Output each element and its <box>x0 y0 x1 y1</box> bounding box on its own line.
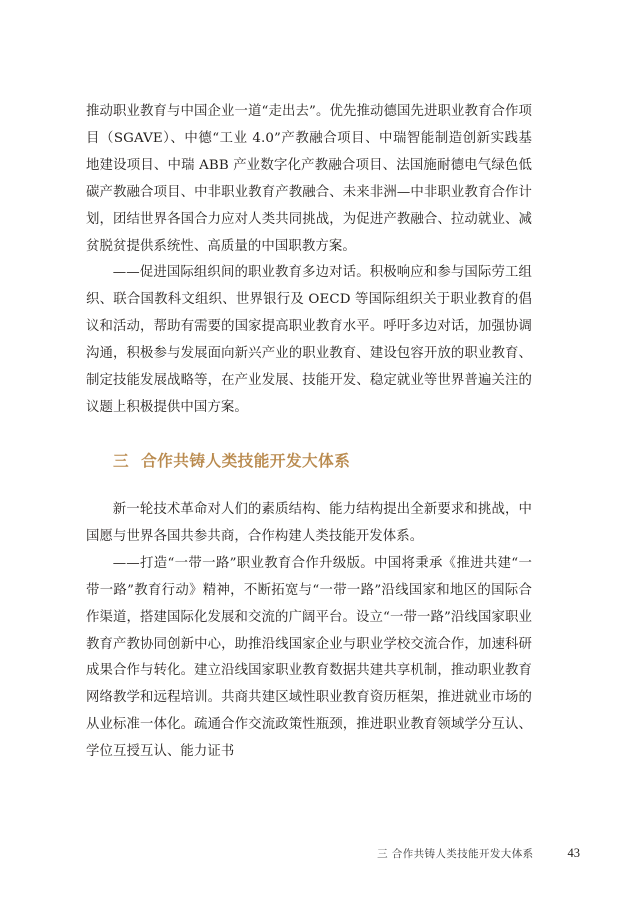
section-title: 合作共铸人类技能开发大体系 <box>141 451 351 470</box>
paragraph-overseas-cooperation: 推动职业教育与中国企业一道“走出去”。优先推动德国先进职业教育合作项目（SGAVE）、中德“工业 4.0”产教融合项目、中瑞智能制造创新实践基地建设项目、中瑞 ABB 产业数字化产教融合项目、法国施耐德电气绿色低碳产教融合项目、中非职业教育产教融合、未来非洲—中非职业教育合作计划，团结世界各国合力应对人类共同挑战，为促进产教融合、拉动就业、减贫脱贫提供系统性、高质量的中国职教方案。 <box>86 104 532 254</box>
running-title: 三 合作共铸人类技能开发大体系 <box>377 848 534 860</box>
paragraph-section-intro: 新一轮技术革命对人们的素质结构、能力结构提出全新要求和挑战，中国愿与世界各国共参共商，合作构建人类技能开发体系。 <box>86 502 532 544</box>
body-text-block-top <box>86 99 532 422</box>
page-number: 43 <box>567 846 580 860</box>
section-number: 三 <box>113 451 130 470</box>
body-text-block-bottom <box>86 497 532 766</box>
page-footer <box>377 843 580 864</box>
paragraph-belt-and-road: ——打造“一带一路”职业教育合作升级版。中国将秉承《推进共建“一带一路”教育行动》精神，不断拓宽与“一带一路”沿线国家和地区的国际合作渠道，搭建国际化发展和交流的广阔平台。设立“一带一路”沿线国家职业教育产教协同创新中心，助推沿线国家企业与职业学校交流合作，加速科研成果合作与转化。建立沿线国家职业教育数据共建共享机制，推动职业教育网络教学和远程培训。共商共建区域性职业教育资历框架，推进就业市场的从业标准一体化。疏通合作交流政策性瓶颈，推进职业教育领域学分互认、学位互授互认、能力证书 <box>86 555 532 760</box>
section-heading <box>113 449 350 473</box>
paragraph-multilateral-dialogue: ——促进国际组织间的职业教育多边对话。积极响应和参与国际劳工组织、联合国教科文组织、世界银行及 OECD 等国际组织关于职业教育的倡议和活动，帮助有需要的国家提高职业教育水平。呼吁多边对话，加强协调沟通，积极参与发展面向新兴产业的职业教育、建设包容开放的职业教育、制定技能发展战略等，在产业发展、技能开发、稳定就业等世界普遍关注的议题上积极提供中国方案。 <box>86 265 532 415</box>
